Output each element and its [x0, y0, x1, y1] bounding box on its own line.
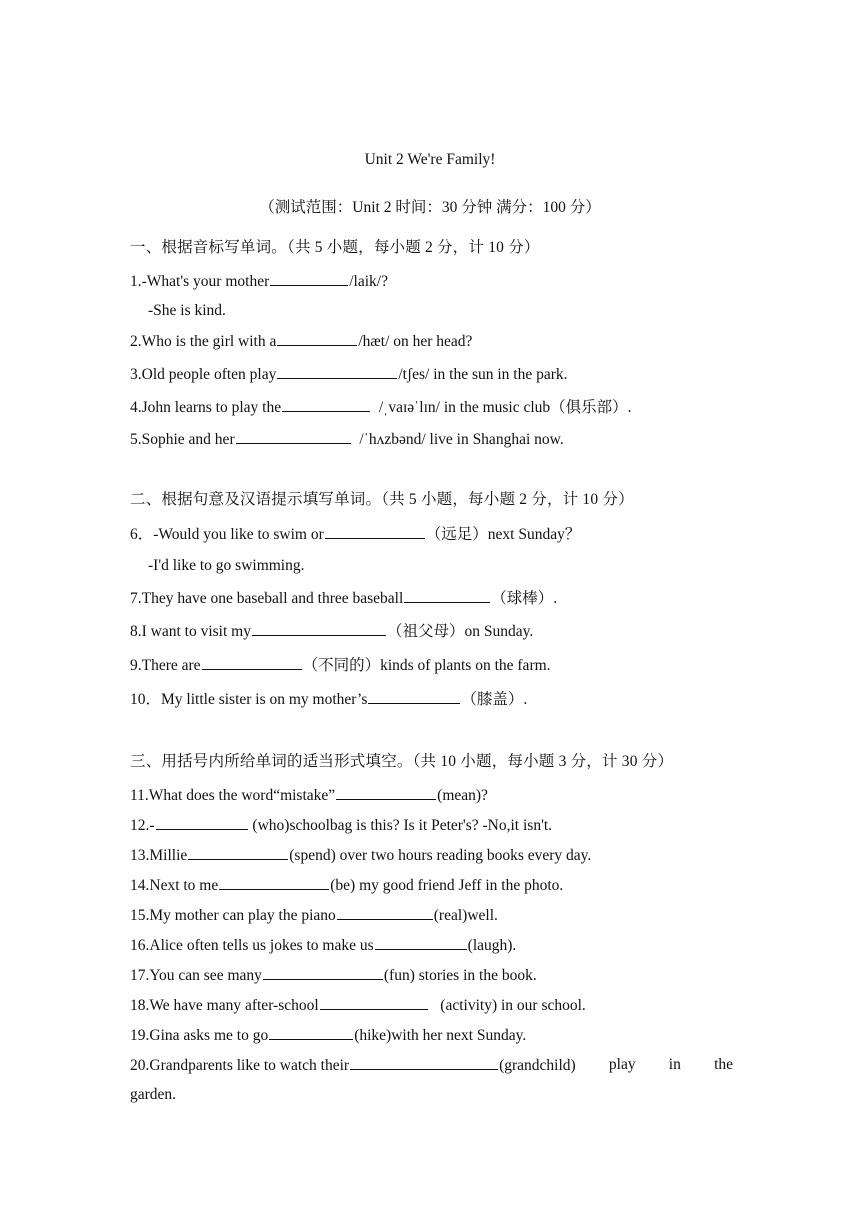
answer-blank[interactable] [368, 689, 460, 704]
answer-blank[interactable] [336, 785, 436, 800]
question-7: 7.They have one baseball and three baseball （球棒）. [130, 590, 558, 607]
question-6-answer: -I'd like to go swimming. [148, 557, 305, 574]
answer-blank[interactable] [188, 845, 288, 860]
answer-blank[interactable] [282, 397, 370, 412]
answer-blank[interactable] [375, 935, 467, 950]
answer-blank[interactable] [325, 524, 425, 539]
answer-blank[interactable] [277, 331, 357, 346]
question-5: 5.Sophie and her /ˈhʌzbənd/ live in Shanghai now. [130, 431, 564, 448]
question-15: 15.My mother can play the piano (real)well. [130, 907, 498, 924]
answer-blank[interactable] [277, 364, 397, 379]
answer-blank[interactable] [263, 965, 383, 980]
question-3: 3.Old people often play /tʃes/ in the sun in the park. [130, 366, 568, 383]
answer-blank[interactable] [404, 588, 490, 603]
section-heading-1: 一、根据音标写单词。（共 5 小题，每小题 2 分，计 10 分） [130, 239, 540, 256]
question-2: 2.Who is the girl with a /hæt/ on her head? [130, 333, 473, 350]
section-heading-2: 二、根据句意及汉语提示填写单词。（共 5 小题，每小题 2 分，计 10 分） [130, 491, 634, 508]
answer-blank[interactable] [219, 875, 329, 890]
question-4: 4.John learns to play the /ˌvaɪəˈlɪn/ in the music club（俱乐部）. [130, 399, 632, 416]
question-9: 9.There are （不同的）kinds of plants on the farm. [130, 657, 551, 674]
section-heading-3: 三、用括号内所给单词的适当形式填空。（共 10 小题，每小题 3 分，计 30 分） [130, 753, 674, 770]
answer-blank[interactable] [252, 621, 386, 636]
answer-blank[interactable] [156, 815, 248, 830]
question-20-continued: garden. [130, 1086, 177, 1103]
question-12: 12.- (who)schoolbag is this? Is it Peter's? -No,it isn't. [130, 817, 553, 834]
question-18: 18.We have many after-school (activity) in our school. [130, 997, 586, 1014]
question-1: 1.-What's your mother /laik/? [130, 273, 388, 290]
answer-blank[interactable] [350, 1055, 498, 1070]
question-17: 17.You can see many (fun) stories in the book. [130, 967, 537, 984]
question-13: 13.Millie (spend) over two hours reading books every day. [130, 847, 592, 864]
answer-blank[interactable] [337, 905, 433, 920]
question-19: 19.Gina asks me to go (hike)with her next Sunday. [130, 1027, 527, 1044]
answer-blank[interactable] [269, 1025, 353, 1040]
question-14: 14.Next to me (be) my good friend Jeff in the photo. [130, 877, 564, 894]
question-10: 10．My little sister is on my mother’s （膝盖）. [130, 691, 528, 708]
question-16: 16.Alice often tells us jokes to make us (laugh). [130, 937, 517, 954]
question-8: 8.I want to visit my （祖父母）on Sunday. [130, 623, 534, 640]
answer-blank[interactable] [320, 995, 428, 1010]
answer-blank[interactable] [270, 271, 348, 286]
question-1-answer: -She is kind. [148, 302, 226, 319]
page-subtitle: （测试范围：Unit 2 时间：30 分钟 满分：100 分） [259, 199, 601, 216]
page-title: Unit 2 We're Family! [364, 151, 496, 168]
answer-blank[interactable] [236, 429, 351, 444]
question-6: 6．-Would you like to swim or （远足）next Sunday？ [130, 526, 581, 543]
answer-blank[interactable] [202, 655, 302, 670]
question-11: 11.What does the word“mistake” (mean)? [130, 787, 488, 804]
question-20: 20.Grandparents like to watch their (grandchild) play in the [130, 1056, 733, 1074]
